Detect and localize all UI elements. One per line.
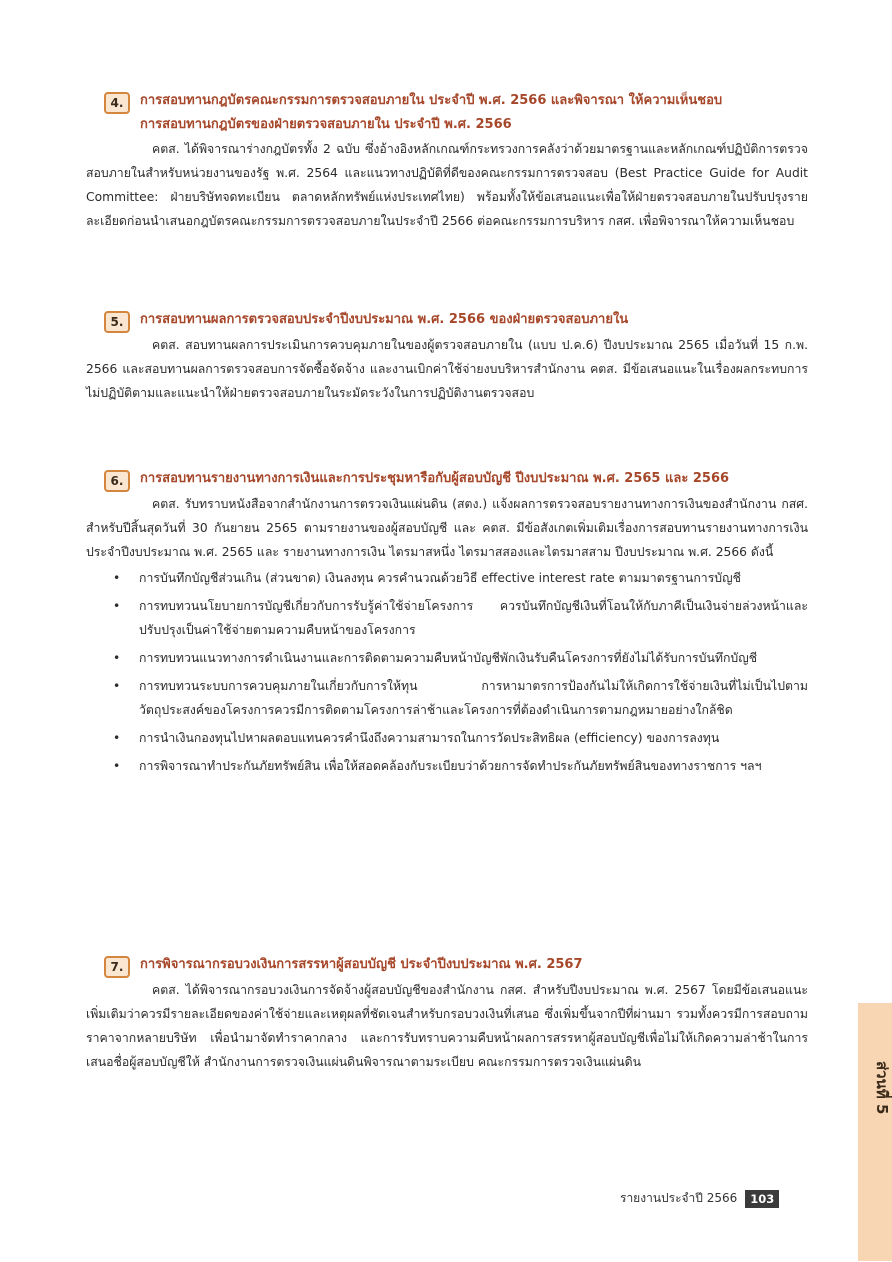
section-number-badge: 6. xyxy=(104,470,130,492)
section-7 xyxy=(86,956,808,1074)
list-item: • การนำเงินกองทุนไปหาผลตอบแทนควรคำนึงถึงความสามารถในการวัดประสิทธิผล (efficiency) ของการลงทุน xyxy=(86,726,808,750)
section-body: คตส. ได้พิจารณาร่างกฎบัตรทั้ง 2 ฉบับ ซึ่งอ้างอิงหลักเกณฑ์กระทรวงการคลังว่าด้วยมาตรฐานและหลักเกณฑ์ปฏิบัติการตรวจสอบภายในสำหรับหน่วยงานของรัฐ พ.ศ. 2564 และแนวทางปฏิบัติที่ดีของคณะกรรมการตรวจสอบ (Best Practice Guide for Audit Committee: ฝ่ายบริษัทจดทะเบียน ตลาดหลักทรัพย์แห่งประเทศไทย) พร้อมทั้งให้ข้อเสนอแนะเพื่อให้ฝ่ายตรวจสอบภายในปรับปรุงรายละเอียดก่อนนำเสนอกฎบัตรคณะกรรมการตรวจสอบภายในประจำปี 2566 ต่อคณะกรรมการบริหาร กสศ. เพื่อพิจารณาให้ความเห็นชอบ xyxy=(86,142,808,228)
section-title: การพิจารณากรอบวงเงินการสรรหาผู้สอบบัญชี ประจำปีงบประมาณ พ.ศ. 2567 xyxy=(140,957,583,972)
section-7-heading xyxy=(86,956,808,978)
bullet-icon: • xyxy=(113,651,121,665)
page-number: 103 xyxy=(745,1190,779,1208)
chapter-label: ส่วนที่ 5 xyxy=(873,1061,891,1115)
section-title-line-1: การสอบทานกฎบัตรคณะกรรมการตรวจสอบภายใน ประจำปี พ.ศ. 2566 และพิจารณา ให้ความเห็นชอบ xyxy=(140,93,723,108)
list-item: • การพิจารณาทำประกันภัยทรัพย์สิน เพื่อให้สอดคล้องกับระเบียบว่าด้วยการจัดทำประกันภัยทรัพย์สินของทางราชการ ฯลฯ xyxy=(86,754,808,778)
bullet-icon: • xyxy=(113,679,121,693)
list-item: • การทบทวนระบบการควบคุมภายในเกี่ยวกับการให้ทุน การหามาตรการป้องกันไม่ให้เกิดการใช้จ่ายเงินที่ไม่เป็นไปตามวัตถุประสงค์ของโครงการควรมีการติดตามโครงการล่าช้าและโครงการที่ต้องดำเนินการตามกฎหมายอย่างใกล้ชิด xyxy=(86,674,808,722)
bullet-icon: • xyxy=(113,731,121,745)
section-body: คตส. ได้พิจารณากรอบวงเงินการจัดจ้างผู้สอบบัญชีของสำนักงาน กสศ. สำหรับปีงบประมาณ พ.ศ. 2567 โดยมีข้อเสนอแนะเพิ่มเติมว่าควรมีรายละเอียดของค่าใช้จ่ายและเหตุผลที่ชัดเจนสำหรับกรอบวงเงินที่เสนอ ซึ่งเพิ่มขึ้นจากปีที่ผ่านมา รวมทั้งควรมีการสอบถามราคาจากหลายบริษัท เพื่อนำมาจัดทำราคากลาง และการรับทราบความคืบหน้าผลการสรรหาผู้สอบบัญชีเพื่อไม่ให้เกิดความล่าช้าในการเสนอชื่อผู้สอบบัญชีให้ สำนักงานการตรวจเงินแผ่นดินพิจารณาตามระเบียบ คณะกรรมการตรวจเงินแผ่นดิน xyxy=(86,983,808,1069)
section-title: การสอบทานรายงานทางการเงินและการประชุมหารือกับผู้สอบบัญชี ปีงบประมาณ พ.ศ. 2565 และ 2566 xyxy=(140,471,730,486)
section-6 xyxy=(86,470,808,782)
section-title: การสอบทานผลการตรวจสอบประจำปีงบประมาณ พ.ศ. 2566 ของฝ่ายตรวจสอบภายใน xyxy=(140,312,629,327)
section-4-heading xyxy=(86,92,808,137)
section-5 xyxy=(86,311,808,405)
list-item: • การบันทึกบัญชีส่วนเกิน (ส่วนขาด) เงินลงทุน ควรคำนวณด้วยวิธี effective interest rate ตามมาตรฐานการบัญชี xyxy=(86,566,808,590)
section-4 xyxy=(86,92,808,233)
list-item: • การทบทวนนโยบายการบัญชีเกี่ยวกับการรับรู้ค่าใช้จ่ายโครงการ ควรบันทึกบัญชีเงินที่โอนให้กับภาคีเป็นเงินจ่ายล่วงหน้าและปรับปรุงเป็นค่าใช้จ่ายตามความคืบหน้าของโครงการ xyxy=(86,594,808,642)
section-title-line-2: การสอบทานกฎบัตรของฝ่ายตรวจสอบภายใน ประจำปี พ.ศ. 2566 xyxy=(140,117,512,132)
section-5-heading xyxy=(86,311,808,333)
section-body: คตส. สอบทานผลการประเมินการควบคุมภายในของผู้ตรวจสอบภายใน (แบบ ป.ค.6) ปีงบประมาณ 2565 เมื่อวันที่ 15 ก.พ. 2566 และสอบทานผลการตรวจสอบการจัดซื้อจัดจ้าง และงานเบิกค่าใช้จ่ายงบบริหารสำนักงาน คตส. มีข้อเสนอแนะในเรื่องผลกระทบการไม่ปฏิบัติตามและแนะนำให้ฝ่ายตรวจสอบภายในระมัดระวังในการปฏิบัติงานตรวจสอบ xyxy=(86,338,808,400)
bullet-icon: • xyxy=(113,571,121,585)
report-title: รายงานประจำปี 2566 xyxy=(620,1191,738,1205)
list-item: • การทบทวนแนวทางการดำเนินงานและการติดตามความคืบหน้าบัญชีพักเงินรับคืนโครงการที่ยังไม่ได้รับการบันทึกบัญชี xyxy=(86,646,808,670)
bullet-icon: • xyxy=(113,759,121,773)
section-number-badge: 7. xyxy=(104,956,130,978)
section-6-heading xyxy=(86,470,808,492)
bullet-icon: • xyxy=(113,599,121,613)
section-title xyxy=(140,89,722,137)
section-number-badge: 4. xyxy=(104,92,130,114)
findings-list xyxy=(86,566,808,778)
chapter-side-tab xyxy=(858,1003,892,1261)
section-body: คตส. รับทราบหนังสือจากสำนักงานการตรวจเงินแผ่นดิน (สตง.) แจ้งผลการตรวจสอบรายงานทางการเงินของสำนักงาน กสศ. สำหรับปีสิ้นสุดวันที่ 30 กันยายน 2565 ตามรายงานของผู้สอบบัญชี และ คตส. มีข้อสังเกตเพิ่มเติมเรื่องการสอบทานรายงานทางการเงิน ประจำปีงบประมาณ พ.ศ. 2565 และ รายงานทางการเงิน ไตรมาสหนึ่ง ไตรมาสสองและไตรมาสสาม ปีงบประมาณ พ.ศ. 2566 ดังนี้ xyxy=(86,497,808,559)
page-footer xyxy=(620,1189,779,1208)
section-number-badge: 5. xyxy=(104,311,130,333)
